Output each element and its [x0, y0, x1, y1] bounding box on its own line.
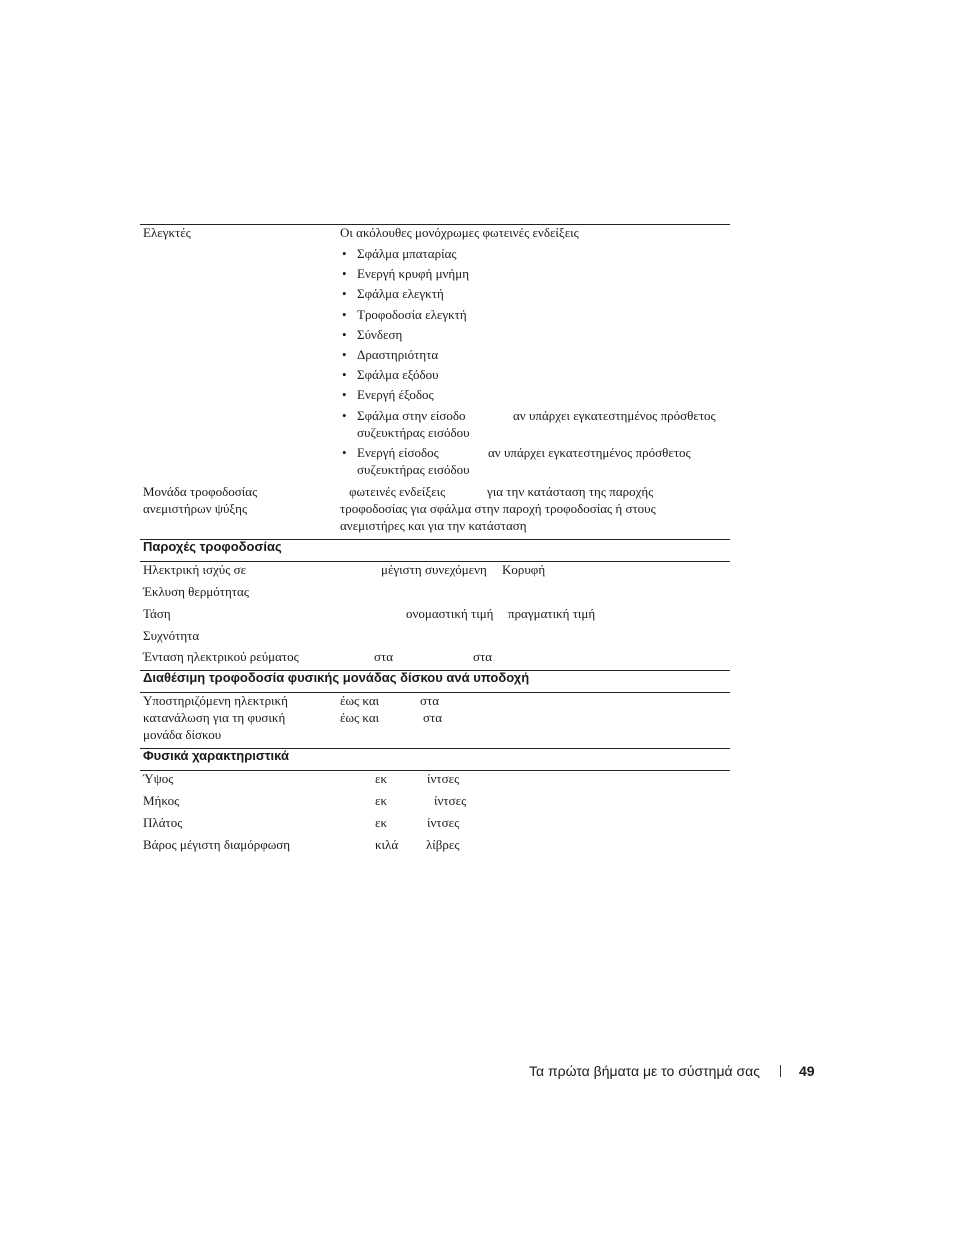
- page-number: 49: [799, 1063, 815, 1079]
- fan-unit-description: για την κατάσταση της παροχής: [487, 484, 654, 499]
- weight-value: λίβρες: [426, 837, 460, 852]
- section-heading-drive-power: Διαθέσιμη τροφοδοσία φυσικής μονάδας δίσκου ανά υποδοχή: [143, 670, 530, 685]
- list-item: Ενεργή είσοδος: [357, 445, 439, 460]
- height-label: Ύψος: [143, 771, 174, 786]
- heat-label: Έκλυση θερμότητας: [143, 584, 249, 599]
- weight-value: κιλά: [375, 837, 399, 852]
- bullet-marker: •: [342, 347, 347, 362]
- list-item: Τροφοδοσία ελεγκτή: [357, 307, 467, 322]
- width-value: εκ: [375, 815, 388, 830]
- height-value: ίντσες: [427, 771, 460, 786]
- list-item: Δραστηριότητα: [357, 347, 439, 362]
- bullet-marker: •: [342, 327, 347, 342]
- list-item: Ενεργή κρυφή μνήμη: [357, 266, 469, 281]
- bullet-marker: •: [342, 387, 347, 402]
- drive-power-label: κατανάλωση για τη φυσική: [143, 710, 286, 725]
- width-value: ίντσες: [427, 815, 460, 830]
- length-label: Μήκος: [143, 793, 180, 808]
- voltage-value: ονομαστική τιμή: [406, 606, 494, 621]
- footer-separator: [780, 1065, 781, 1077]
- height-value: εκ: [375, 771, 388, 786]
- drive-power-value: έως και: [340, 710, 380, 725]
- current-value: στα: [473, 649, 493, 664]
- length-value: εκ: [375, 793, 388, 808]
- drive-power-value: στα: [423, 710, 443, 725]
- drive-power-label: Υποστηριζόμενη ηλεκτρική: [143, 693, 288, 708]
- fan-unit-description: ανεμιστήρες και για την κατάσταση: [340, 518, 527, 533]
- controllers-label: Ελεγκτές: [143, 225, 191, 240]
- fan-unit-label: Μονάδα τροφοδοσίας: [143, 484, 258, 499]
- bullet-marker: •: [342, 307, 347, 322]
- list-item-continuation: συζευκτήρας εισόδου: [357, 462, 470, 477]
- list-item: Ενεργή έξοδος: [357, 387, 434, 402]
- bullet-marker: •: [342, 266, 347, 281]
- list-item: Σύνδεση: [357, 327, 403, 342]
- list-item: Σφάλμα εξόδου: [357, 367, 439, 382]
- list-item: Σφάλμα μπαταρίας: [357, 246, 457, 261]
- power-value: μέγιστη συνεχόμενη: [381, 562, 487, 577]
- controllers-intro: Οι ακόλουθες μονόχρωμες φωτεινές ενδείξεις: [340, 225, 579, 240]
- bullet-marker: •: [342, 408, 347, 423]
- current-value: στα: [374, 649, 394, 664]
- current-label: Ένταση ηλεκτρικού ρεύματος: [143, 649, 299, 664]
- section-heading-power-supplies: Παροχές τροφοδοσίας: [143, 539, 282, 554]
- voltage-label: Τάση: [143, 606, 171, 621]
- bullet-marker: •: [342, 367, 347, 382]
- list-item-note: αν υπάρχει εγκατεστημένος πρόσθετος: [488, 445, 691, 460]
- fan-unit-description: φωτεινές ενδείξεις: [349, 484, 446, 499]
- footer-title: Τα πρώτα βήματα με το σύστημά σας: [529, 1063, 760, 1079]
- list-item-note: αν υπάρχει εγκατεστημένος πρόσθετος: [513, 408, 716, 423]
- length-value: ίντσες: [434, 793, 467, 808]
- power-label: Ηλεκτρική ισχύς σε: [143, 562, 247, 577]
- bullet-marker: •: [342, 445, 347, 460]
- width-label: Πλάτος: [143, 815, 183, 830]
- fan-unit-label: ανεμιστήρων ψύξης: [143, 501, 248, 516]
- frequency-label: Συχνότητα: [143, 628, 200, 643]
- drive-power-value: έως και: [340, 693, 380, 708]
- weight-label: Βάρος μέγιστη διαμόρφωση: [143, 837, 291, 852]
- voltage-value: πραγματική τιμή: [508, 606, 596, 621]
- fan-unit-description: τροφοδοσίας για σφάλμα στην παροχή τροφοδοσίας ή στους: [340, 501, 656, 516]
- bullet-marker: •: [342, 286, 347, 301]
- drive-power-label: μονάδα δίσκου: [143, 727, 222, 742]
- drive-power-value: στα: [420, 693, 440, 708]
- list-item: Σφάλμα ελεγκτή: [357, 286, 444, 301]
- section-heading-physical: Φυσικά χαρακτηριστικά: [143, 748, 289, 763]
- list-item-continuation: συζευκτήρας εισόδου: [357, 425, 470, 440]
- bullet-marker: •: [342, 246, 347, 261]
- list-item: Σφάλμα στην είσοδο: [357, 408, 466, 423]
- power-value: Κορυφή: [502, 562, 546, 577]
